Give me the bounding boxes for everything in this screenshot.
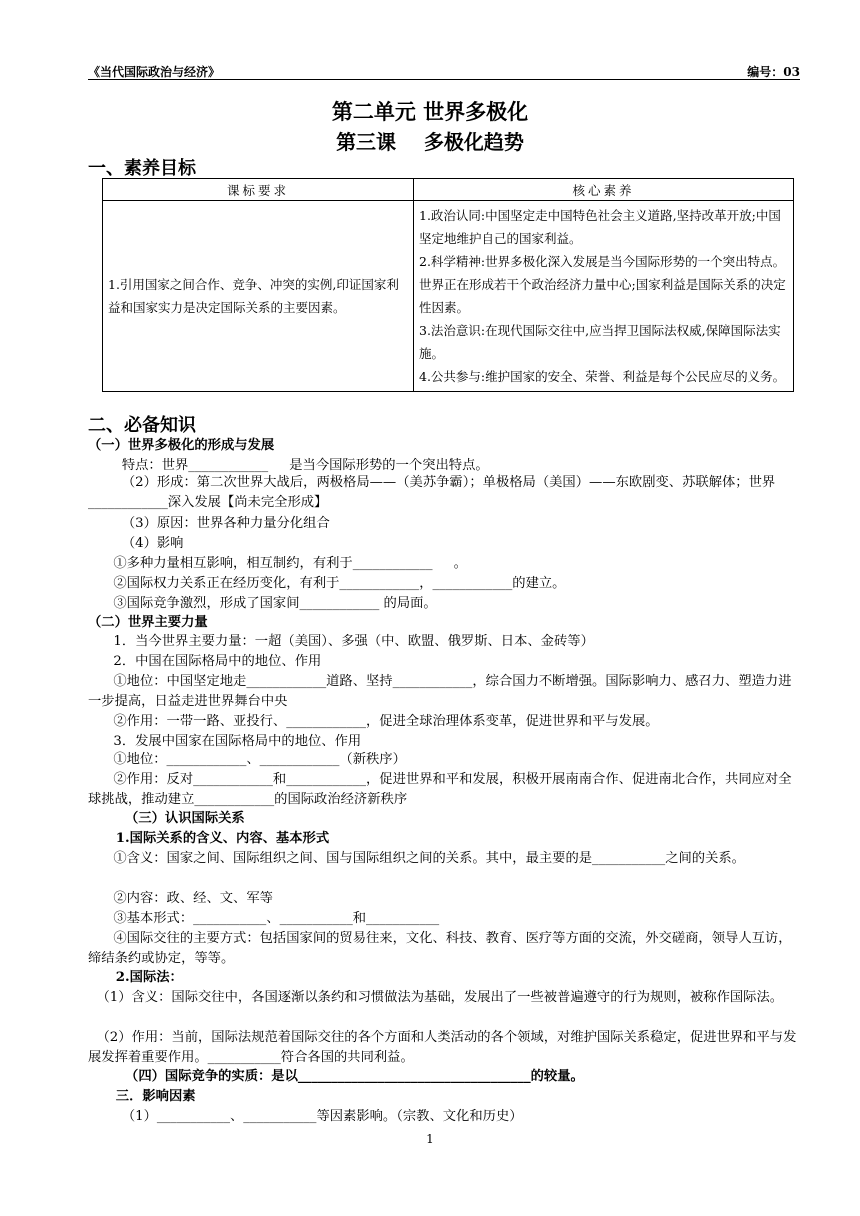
table-header-standard: 课标要求	[103, 179, 414, 201]
subsection-heading: （二）世界主要力量	[88, 615, 208, 630]
subsection-heading: 三．影响因素	[88, 1089, 196, 1104]
running-header	[88, 61, 800, 80]
text-line: ①地位：中国坚定地走____________道路、坚持____________，综合国力不断增强。国际影响力、感召力、塑造力进一步提高，日益走进世界舞台中央	[88, 674, 792, 709]
text-line: 特点：世界____________ 是当今国际形势的一个突出特点。	[88, 458, 489, 473]
text-line: ②国际权力关系正在经历变化，有利于____________，____________的建立。	[88, 576, 566, 591]
literacy-item: 2.科学精神:世界多极化深入发展是当今国际形势的一个突出特点。世界正在形成若干个政治经济力量中心;国家利益是国际关系的决定性因素。	[419, 254, 786, 315]
section-heading-knowledge: 二、必备知识	[88, 415, 196, 436]
text-line: （1）含义：国际交往中，各国逐渐以条约和习惯做法为基础，发展出了一些被普遍遵守的行为规则，被称作国际法。	[88, 990, 784, 1005]
section-heading-objectives: 一、素养目标	[88, 158, 196, 179]
header-number: 编号：03	[747, 65, 800, 79]
text-line: ②作用：反对____________和____________，促进世界和平和发展，积极开展南南合作、促进南北合作，共同应对全球挑战，推动建立____________的国际政治经济新秩序	[88, 772, 792, 807]
literacy-item: 3.法治意识:在现代国际交往中,应当捍卫国际法权威,保障国际法实施。	[419, 323, 781, 361]
subsection-heading: 1.国际关系的含义、内容、基本形式	[88, 831, 330, 846]
objectives-table	[102, 178, 794, 392]
literacy-item: 4.公共参与:维护国家的安全、荣誉、利益是每个公民应尽的义务。	[419, 369, 786, 384]
subsection-heading: （四）国际竞争的实质：是以___________________________________的较量。	[88, 1069, 584, 1084]
text-line: ①地位：____________、____________（新秩序）	[88, 752, 406, 767]
lesson-title: 第三课 多极化趋势	[336, 130, 524, 154]
table-cell-standard: 1.引用国家之间合作、竞争、冲突的实例,印证国家利益和国家实力是决定国际关系的主要因素。	[103, 201, 414, 392]
table-cell-literacy	[414, 201, 794, 392]
text-line: ②内容：政、经、文、军等	[88, 891, 273, 906]
text-line: ③国际竞争激烈，形成了国家间____________ 的局面。	[88, 596, 437, 611]
table-header-literacy: 核心素养	[414, 179, 794, 201]
header-book-title: 《当代国际政治与经济》	[88, 65, 221, 79]
text-line: 2．中国在国际格局中的地位、作用	[88, 654, 322, 669]
text-line: ②作用：一带一路、亚投行、____________，促进全球治理体系变革，促进世界和平与发展。	[88, 714, 659, 729]
text-line: （1）___________、___________等因素影响。（宗教、文化和历史）	[88, 1109, 523, 1124]
text-line: （4）影响	[88, 536, 184, 551]
text-line: ④国际交往的主要方式：包括国家间的贸易往来，文化、科技、教育、医疗等方面的交流，外交磋商，领导人互访，缔结条约或协定，等等。	[88, 931, 792, 966]
text-line: ①含义：国家之间、国际组织之间、国与国际组织之间的关系。其中，最主要的是___________之间的关系。	[88, 851, 745, 866]
text-line: 1．当今世界主要力量：一超（美国）、多强（中、欧盟、俄罗斯、日本、金砖等）	[88, 634, 594, 649]
unit-title: 第二单元 世界多极化	[331, 100, 529, 124]
text-line: （2）形成：第二次世界大战后，两极格局——（美苏争霸）；单极格局（美国）——东欧剧变、苏联解体；世界____________深入发展【尚未完全形成】	[88, 475, 776, 510]
subsection-heading: （一）世界多极化的形成与发展	[88, 438, 275, 453]
text-line: （2）作用：当前，国际法规范着国际交往的各个方面和人类活动的各个领域，对维护国际关系稳定，促进世界和平与发展发挥着重要作用。___________符合各国的共同利益。	[88, 1030, 797, 1065]
text-line: 3．发展中国家在国际格局中的地位、作用	[88, 734, 362, 749]
text-line: ①多种力量相互影响，相互制约，有利于____________ 。	[88, 556, 467, 571]
subsection-heading: 2.国际法：	[88, 970, 183, 985]
literacy-item: 1.政治认同:中国坚定走中国特色社会主义道路,坚持改革开放;中国坚定地维护自己的国家利益。	[419, 208, 781, 246]
page-number: 1	[426, 1132, 434, 1146]
text-line: ③基本形式：___________、___________和___________	[88, 911, 440, 926]
text-line: （3）原因：世界各种力量分化组合	[88, 516, 330, 531]
subsection-heading: （三）认识国际关系	[88, 811, 245, 826]
